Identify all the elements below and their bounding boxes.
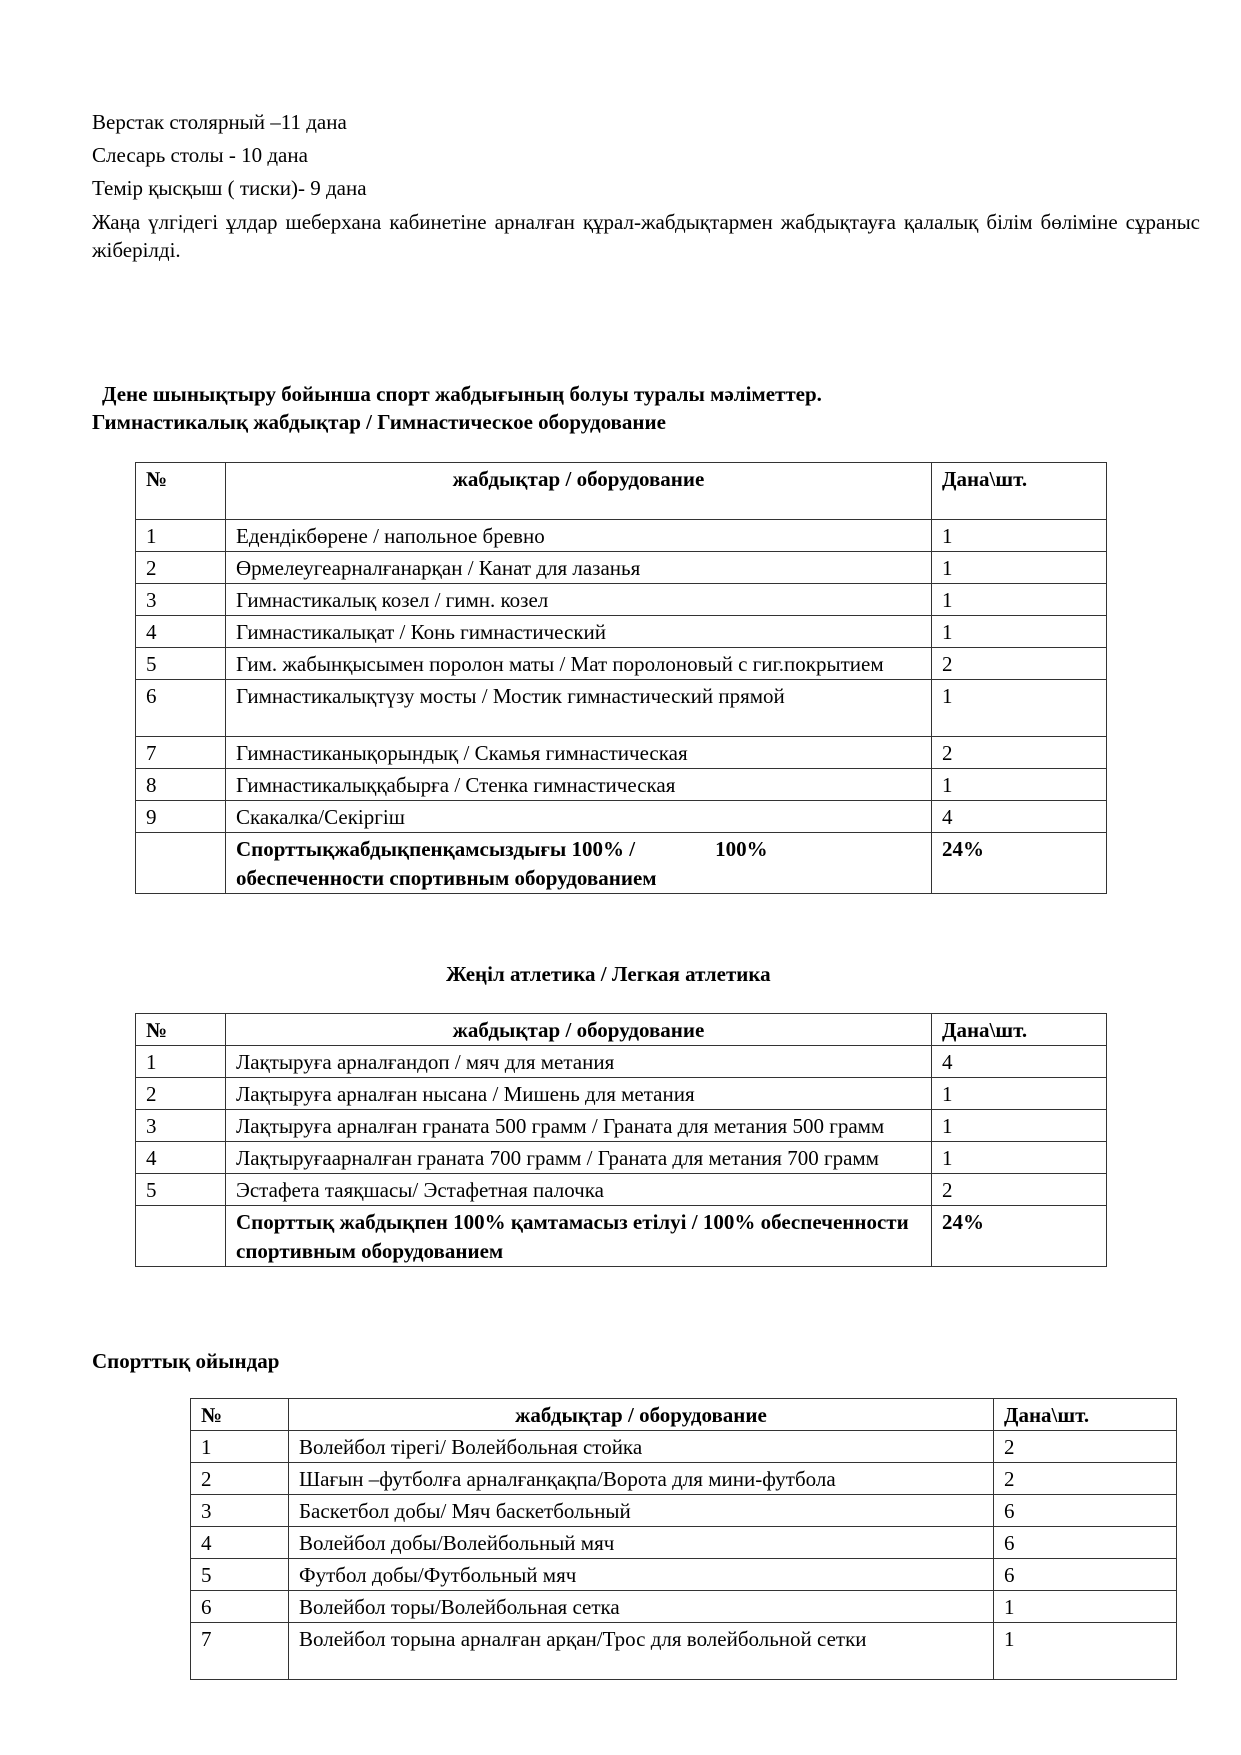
- gym-row-name: Гимнастикалық козел / гимн. козел: [226, 584, 932, 616]
- athletics-header-name: жабдықтар / оборудование: [226, 1014, 932, 1046]
- athletics-header-qty: Дана\шт.: [932, 1014, 1107, 1046]
- gym-header-name: жабдықтар / оборудование: [226, 463, 932, 520]
- athletics-row-num: 5: [136, 1174, 226, 1206]
- gym-title: Гимнастикалық жабдықтар / Гимнастическое оборудование: [92, 410, 666, 434]
- gym-total-label-1b: 100%: [715, 837, 768, 861]
- gym-row-name: Гимнастикалықтүзу мосты / Мостик гимнастический прямой: [226, 680, 932, 737]
- table-row: [191, 1559, 1177, 1591]
- athletics-row-name: Эстафета таяқшасы/ Эстафетная палочка: [226, 1174, 932, 1206]
- gym-row-name: Скакалка/Секіргіш: [226, 801, 932, 833]
- athletics-row-num: 2: [136, 1078, 226, 1110]
- table-row: [136, 552, 1107, 584]
- gym-row-name: Едендікбөрене / напольное бревно: [226, 520, 932, 552]
- table-row: [136, 584, 1107, 616]
- games-row-name: Шағын –футболға арналғанқақпа/Ворота для мини-футбола: [289, 1463, 994, 1495]
- athletics-header-row: [136, 1014, 1107, 1046]
- table-row: [191, 1463, 1177, 1495]
- table-row: [136, 616, 1107, 648]
- table-row: [136, 801, 1107, 833]
- table-row: [191, 1623, 1177, 1680]
- athletics-row-qty: 2: [932, 1174, 1107, 1206]
- games-header-name: жабдықтар / оборудование: [289, 1399, 994, 1431]
- intro-paragraph: Жаңа үлгідегі ұлдар шеберхана кабинетіне арналған құрал-жабдықтармен жабдықтауға қалалық білім бөліміне сұраныс жіберілді.: [92, 210, 1200, 262]
- athletics-total-label: Спорттық жабдықпен 100% қамтамасыз етілуі / 100% обеспеченности спортивным оборудованием: [226, 1206, 932, 1267]
- athletics-row-name: Лақтыруға арналған граната 500 грамм / Граната для метания 500 грамм: [226, 1110, 932, 1142]
- table-row: [136, 648, 1107, 680]
- table-row: [136, 737, 1107, 769]
- table-row: [191, 1495, 1177, 1527]
- games-row-qty: 1: [994, 1591, 1177, 1623]
- games-row-num: 4: [191, 1527, 289, 1559]
- table-row: [136, 1110, 1107, 1142]
- games-header-num: №: [191, 1399, 289, 1431]
- games-row-num: 1: [191, 1431, 289, 1463]
- athletics-table: [135, 1013, 1107, 1267]
- gym-row-qty: 1: [932, 520, 1107, 552]
- games-table: [190, 1398, 1177, 1680]
- gym-row-qty: 1: [932, 680, 1107, 737]
- games-row-qty: 6: [994, 1495, 1177, 1527]
- gym-row-num: 2: [136, 552, 226, 584]
- athletics-total-value: 24%: [932, 1206, 1107, 1267]
- table-row: [136, 1142, 1107, 1174]
- gym-header-row: [136, 463, 1107, 520]
- gym-total-label: [226, 833, 932, 894]
- games-row-name: Баскетбол добы/ Мяч баскетбольный: [289, 1495, 994, 1527]
- games-row-name: Волейбол торы/Волейбольная сетка: [289, 1591, 994, 1623]
- gym-total-row: [136, 833, 1107, 894]
- gym-total-value: 24%: [932, 833, 1107, 894]
- table-row: [136, 520, 1107, 552]
- gym-row-name: Гимнастикалыққабырға / Стенка гимнастическая: [226, 769, 932, 801]
- table-row: [136, 1046, 1107, 1078]
- games-row-name: Волейбол тірегі/ Волейбольная стойка: [289, 1431, 994, 1463]
- gym-row-num: 1: [136, 520, 226, 552]
- athletics-row-name: Лақтыруға арналған нысана / Мишень для метания: [226, 1078, 932, 1110]
- games-row-qty: 2: [994, 1463, 1177, 1495]
- games-row-num: 6: [191, 1591, 289, 1623]
- gym-row-qty: 2: [932, 737, 1107, 769]
- athletics-row-num: 4: [136, 1142, 226, 1174]
- gym-header-qty: Дана\шт.: [932, 463, 1107, 520]
- games-row-qty: 2: [994, 1431, 1177, 1463]
- gym-total-num: [136, 833, 226, 894]
- gym-row-qty: 1: [932, 552, 1107, 584]
- section-title: Дене шынықтыру бойынша спорт жабдығының болуы туралы мәліметтер.: [102, 382, 822, 406]
- gym-row-num: 6: [136, 680, 226, 737]
- table-row: [136, 769, 1107, 801]
- games-row-name: Волейбол добы/Волейбольный мяч: [289, 1527, 994, 1559]
- table-row: [191, 1431, 1177, 1463]
- intro-line-3: Темір қысқыш ( тиски)- 9 дана: [92, 176, 367, 200]
- games-row-qty: 1: [994, 1623, 1177, 1680]
- table-row: [136, 1078, 1107, 1110]
- games-row-num: 7: [191, 1623, 289, 1680]
- gym-row-name: Гим. жабынқысымен поролон маты / Мат поролоновый с гиг.покрытием: [226, 648, 932, 680]
- gym-row-name: Гимнастикалықат / Конь гимнастический: [226, 616, 932, 648]
- athletics-title: Жеңіл атлетика / Легкая атлетика: [446, 962, 771, 986]
- athletics-row-num: 1: [136, 1046, 226, 1078]
- games-row-name: Футбол добы/Футбольный мяч: [289, 1559, 994, 1591]
- athletics-row-name: Лақтыруға арналғандоп / мяч для метания: [226, 1046, 932, 1078]
- gym-row-name: Өрмелеугеарналғанарқан / Канат для лазанья: [226, 552, 932, 584]
- gym-row-num: 7: [136, 737, 226, 769]
- gym-row-num: 9: [136, 801, 226, 833]
- games-row-num: 2: [191, 1463, 289, 1495]
- table-row: [136, 680, 1107, 737]
- athletics-total-num: [136, 1206, 226, 1267]
- athletics-row-num: 3: [136, 1110, 226, 1142]
- athletics-row-qty: 1: [932, 1078, 1107, 1110]
- gym-row-qty: 1: [932, 769, 1107, 801]
- intro-line-2: Слесарь столы - 10 дана: [92, 143, 308, 167]
- gym-row-qty: 1: [932, 584, 1107, 616]
- gym-row-qty: 1: [932, 616, 1107, 648]
- gym-total-label-1: Спорттықжабдықпенқамсыздығы 100% /: [236, 837, 636, 861]
- table-row: [191, 1591, 1177, 1623]
- games-row-name: Волейбол торына арналған арқан/Трос для волейбольной сетки: [289, 1623, 994, 1680]
- gym-row-num: 5: [136, 648, 226, 680]
- intro-line-1: Верстак столярный –11 дана: [92, 110, 347, 134]
- gym-row-num: 4: [136, 616, 226, 648]
- athletics-total-row: [136, 1206, 1107, 1267]
- athletics-row-name: Лақтыруғаарналған граната 700 грамм / Граната для метания 700 грамм: [226, 1142, 932, 1174]
- athletics-header-num: №: [136, 1014, 226, 1046]
- gym-total-label-2: обеспеченности спортивным оборудованием: [236, 866, 657, 890]
- games-row-qty: 6: [994, 1527, 1177, 1559]
- games-row-num: 5: [191, 1559, 289, 1591]
- athletics-row-qty: 1: [932, 1110, 1107, 1142]
- gym-row-qty: 2: [932, 648, 1107, 680]
- table-row: [191, 1527, 1177, 1559]
- gym-table: [135, 462, 1107, 894]
- games-row-num: 3: [191, 1495, 289, 1527]
- games-row-qty: 6: [994, 1559, 1177, 1591]
- games-header-row: [191, 1399, 1177, 1431]
- athletics-row-qty: 4: [932, 1046, 1107, 1078]
- table-row: [136, 1174, 1107, 1206]
- gym-row-num: 8: [136, 769, 226, 801]
- games-header-qty: Дана\шт.: [994, 1399, 1177, 1431]
- gym-row-name: Гимнастиканықорындық / Скамья гимнастическая: [226, 737, 932, 769]
- gym-row-num: 3: [136, 584, 226, 616]
- games-title: Спорттық ойындар: [92, 1349, 280, 1373]
- athletics-row-qty: 1: [932, 1142, 1107, 1174]
- gym-row-qty: 4: [932, 801, 1107, 833]
- gym-header-num: №: [136, 463, 226, 520]
